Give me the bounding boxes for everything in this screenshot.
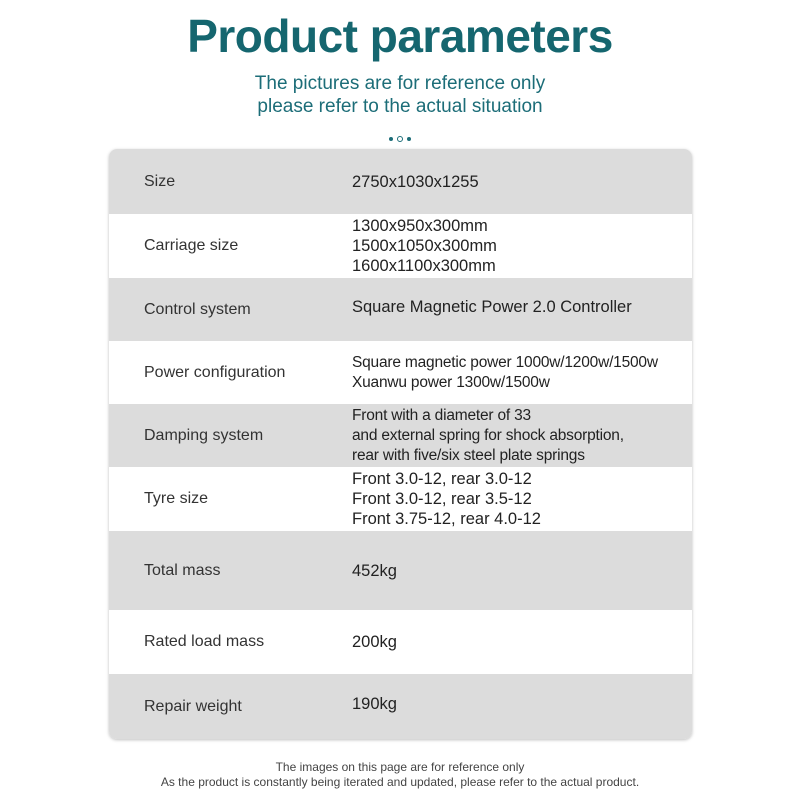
- table-row-total-mass: [109, 531, 692, 610]
- row-value: [352, 297, 632, 317]
- row-value-line: Front with a diameter of 33: [352, 406, 531, 424]
- row-value-line: 452kg: [352, 561, 397, 580]
- row-value: [352, 353, 658, 393]
- subtitle-line-2: please refer to the actual situation: [257, 96, 543, 117]
- row-label: Control system: [144, 300, 251, 318]
- table-row-carriage-size: [109, 214, 692, 278]
- row-label: Size: [144, 172, 176, 190]
- row-label: Repair weight: [144, 697, 242, 715]
- footer-note: [0, 760, 800, 790]
- row-value-line: 1300x950x300mm: [352, 217, 488, 235]
- table-row-control-system: [109, 278, 692, 341]
- table-row-power-configuration: [109, 341, 692, 404]
- row-value: [352, 469, 541, 529]
- row-value-line: Front 3.0-12, rear 3.0-12: [352, 470, 532, 488]
- parameters-table: [109, 149, 692, 739]
- row-value: [352, 632, 397, 652]
- dot-icon: [389, 137, 393, 141]
- table-row-repair-weight: [109, 674, 692, 739]
- row-value: [352, 694, 397, 714]
- row-value-line: 190kg: [352, 694, 397, 713]
- page-subtitle: [0, 72, 800, 118]
- table-row-rated-load-mass: [109, 610, 692, 674]
- row-value-line: 2750x1030x1255: [352, 172, 479, 191]
- row-value-line: Xuanwu power 1300w/1500w: [352, 373, 550, 391]
- row-value-line: 1600x1100x300mm: [352, 257, 496, 275]
- row-value-line: rear with five/six steel plate springs: [352, 446, 585, 464]
- row-value-line: Front 3.75-12, rear 4.0-12: [352, 510, 541, 528]
- decorative-dots: [0, 130, 800, 140]
- footer-line-1: The images on this page are for reference only: [275, 760, 525, 774]
- row-label: Power configuration: [144, 363, 286, 381]
- row-value-line: Square Magnetic Power 2.0 Controller: [352, 297, 632, 316]
- page-title: Product parameters: [187, 10, 613, 62]
- row-label: Total mass: [144, 561, 221, 579]
- dot-icon: [407, 137, 411, 141]
- row-value: [352, 406, 624, 466]
- table-row-damping-system: [109, 404, 692, 467]
- row-value: [352, 216, 497, 276]
- row-value-line: 200kg: [352, 633, 397, 651]
- subtitle-line-1: The pictures are for reference only: [254, 73, 546, 94]
- row-value-line: Square magnetic power 1000w/1200w/1500w: [352, 353, 658, 371]
- dot-hollow-icon: [397, 136, 403, 142]
- row-value-line: Front 3.0-12, rear 3.5-12: [352, 490, 532, 508]
- row-label: Carriage size: [144, 237, 239, 254]
- footer-line-2: As the product is constantly being iterated and updated, please refer to the actual product.: [160, 775, 640, 789]
- row-label: Tyre size: [144, 490, 209, 507]
- row-label: Damping system: [144, 426, 264, 444]
- row-value: [352, 172, 479, 192]
- row-value: [352, 561, 397, 581]
- row-value-line: 1500x1050x300mm: [352, 237, 497, 255]
- table-row-tyre-size: [109, 467, 692, 531]
- row-label: Rated load mass: [144, 633, 265, 650]
- row-value-line: and external spring for shock absorption,: [352, 426, 624, 444]
- table-row-size: [109, 149, 692, 214]
